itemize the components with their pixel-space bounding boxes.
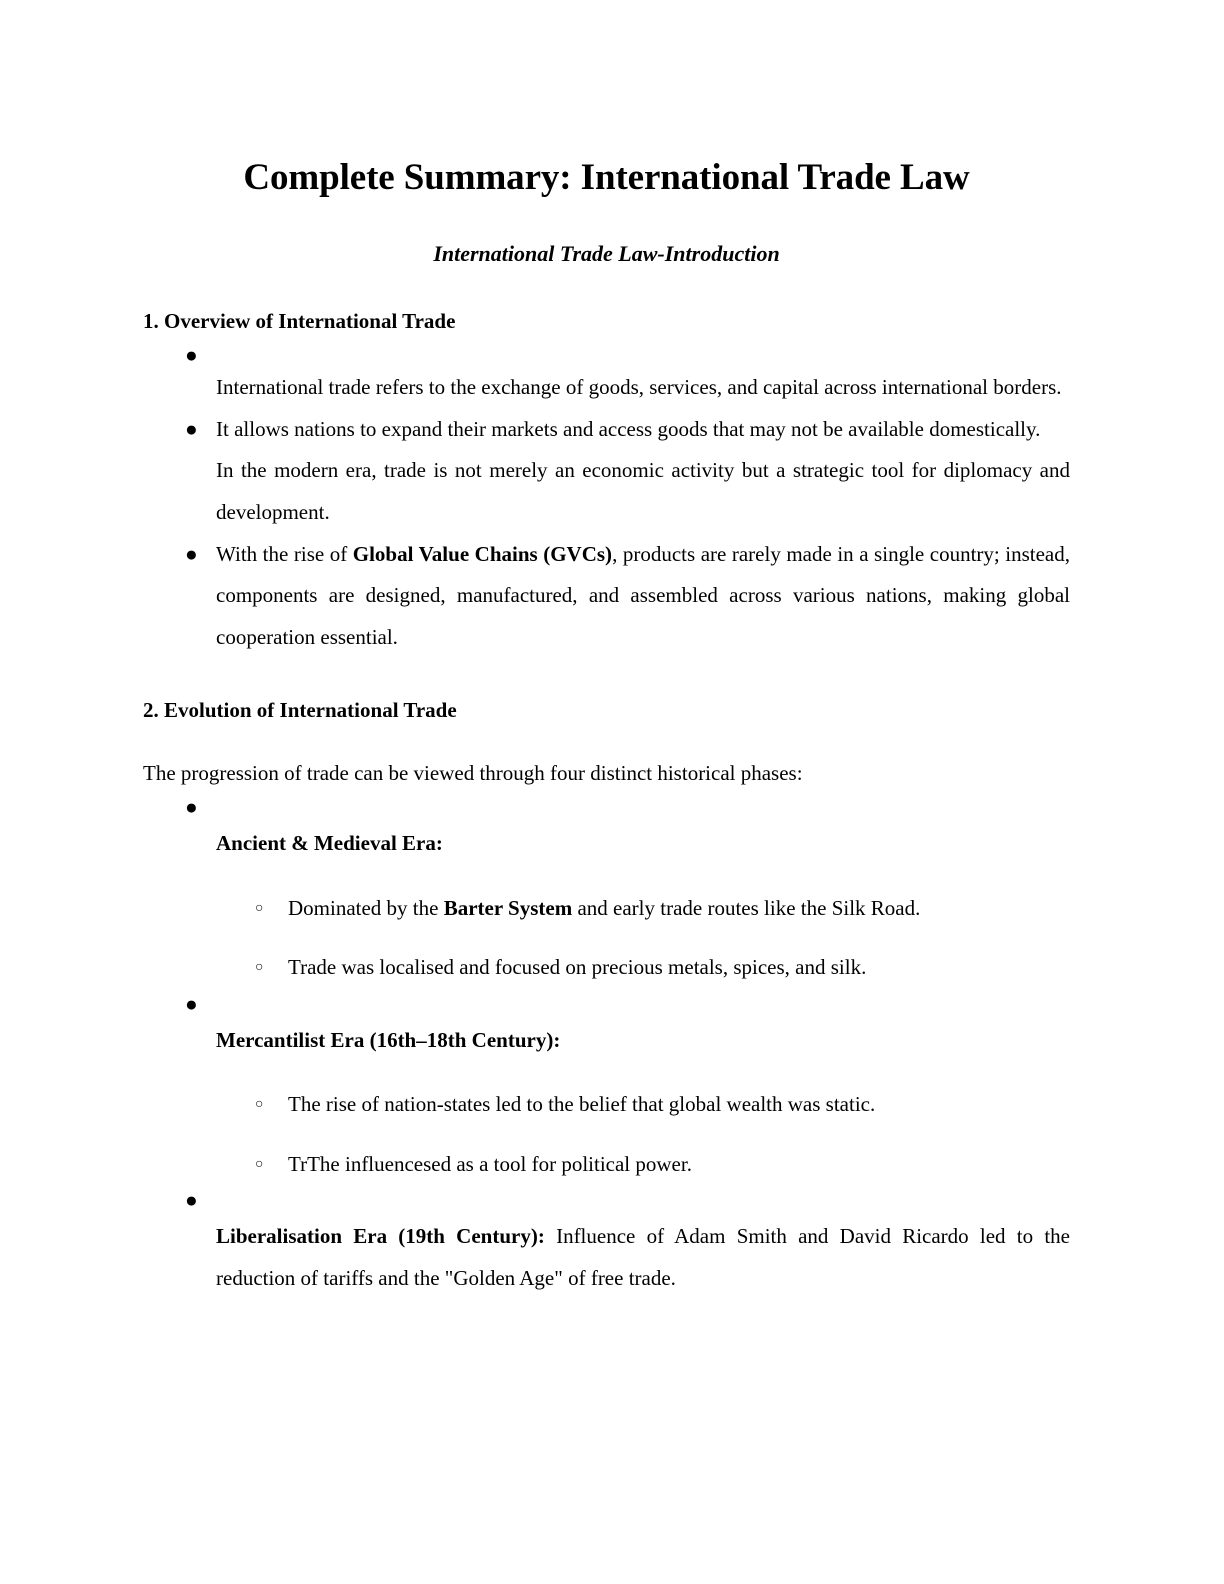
bullet-filled-icon: ● bbox=[185, 1188, 198, 1213]
subpoint-text: TrThe influencesed as a tool for political power. bbox=[288, 1151, 692, 1176]
list-item bbox=[216, 924, 1070, 984]
bullet-filled-icon: ● bbox=[185, 343, 198, 368]
era-subpoint-list bbox=[216, 865, 1070, 984]
list-item-era-ancient-medieval bbox=[143, 787, 1070, 984]
page-title: Complete Summary: International Trade Law bbox=[243, 157, 970, 198]
document-content bbox=[143, 0, 1070, 1299]
bullet-filled-icon: ● bbox=[185, 541, 198, 566]
list-item bbox=[216, 1061, 1070, 1121]
list-item bbox=[216, 865, 1070, 925]
list-item bbox=[143, 534, 1070, 659]
section-1-bullet-list bbox=[143, 335, 1070, 658]
bullet-hollow-icon: ○ bbox=[255, 1156, 264, 1172]
era-label: Ancient & Medieval Era: bbox=[216, 830, 443, 855]
list-item-text-prefix: With the rise of bbox=[216, 541, 353, 566]
section-heading-2: 2. Evolution of International Trade bbox=[143, 698, 457, 723]
list-item-continuation-text: In the modern era, trade is not merely an economic activity but a strategic tool for diplomacy and development. bbox=[216, 458, 1070, 525]
list-item-text: International trade refers to the exchange of goods, services, and capital across international borders. bbox=[216, 375, 1062, 400]
list-item bbox=[216, 1121, 1070, 1181]
bullet-hollow-icon: ○ bbox=[255, 960, 264, 976]
list-item-era-liberalisation bbox=[143, 1180, 1070, 1299]
subpoint-text-suffix: and early trade routes like the Silk Road. bbox=[572, 895, 921, 920]
document-subtitle: International Trade Law-Introduction bbox=[433, 241, 780, 267]
subpoint-text-prefix: Dominated by the bbox=[288, 895, 444, 920]
subpoint-text: Trade was localised and focused on precious metals, spices, and silk. bbox=[288, 955, 867, 980]
bullet-hollow-icon: ○ bbox=[255, 1097, 264, 1113]
era-label: Liberalisation Era (19th Century): bbox=[216, 1224, 545, 1249]
section-heading-1: 1. Overview of International Trade bbox=[143, 308, 456, 333]
list-item-text: It allows nations to expand their markets and access goods that may not be available domestically. bbox=[216, 416, 1041, 441]
bullet-filled-icon: ● bbox=[185, 794, 198, 819]
bullet-filled-icon: ● bbox=[185, 416, 198, 441]
era-label: Mercantilist Era (16th–18th Century): bbox=[216, 1027, 561, 1052]
emphasis-barter-system: Barter System bbox=[443, 895, 573, 920]
emphasis-global-value-chains: Global Value Chains (GVCs) bbox=[352, 541, 613, 566]
subpoint-text: The rise of nation-states led to the belief that global wealth was static. bbox=[288, 1092, 876, 1117]
section-2-era-list bbox=[143, 787, 1070, 1299]
list-item-text-suffix: , products are rarely made in a single country; instead, components are designed, manufactured, and assembled across various nations, making global cooperation essential. bbox=[216, 541, 1070, 649]
bullet-filled-icon: ● bbox=[185, 991, 198, 1016]
era-subpoint-list bbox=[216, 1061, 1070, 1180]
era-inline-text: Influence of Adam Smith and David Ricardo led to the reduction of tariffs and the "Golden Age" of free trade. bbox=[216, 1224, 1070, 1290]
list-item bbox=[143, 335, 1070, 409]
list-item-era-mercantilist bbox=[143, 984, 1070, 1181]
bullet-hollow-icon: ○ bbox=[255, 900, 264, 916]
list-item bbox=[143, 409, 1070, 534]
section-2-intro-text: The progression of trade can be viewed through four distinct historical phases: bbox=[143, 760, 803, 785]
